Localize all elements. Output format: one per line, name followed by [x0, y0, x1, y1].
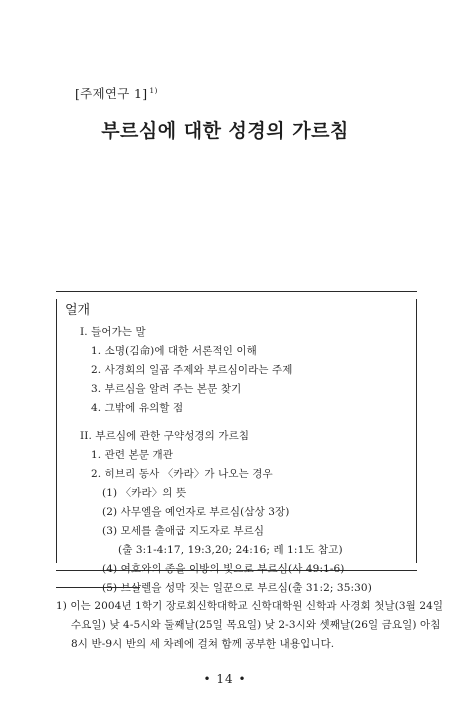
- outline-subitem: (3) 모세를 출애굽 지도자로 부르심: [102, 525, 265, 537]
- page-title: 부르심에 대한 성경의 가르침: [101, 120, 349, 142]
- outline-subitem: (1) 〈카라〉의 뜻: [102, 487, 187, 499]
- outline-item: 1. 관련 본문 개관: [91, 449, 173, 461]
- outline-item: 2. 사경회의 일곱 주제와 부르심이라는 주제: [91, 364, 293, 376]
- footnote-reference: 1): [149, 86, 158, 95]
- outline-subitem-continuation: (출 3:1-4:17, 19:3,20; 24:16; 레 1:1도 참고): [118, 544, 343, 556]
- outline-item: 1. 소명(김命)에 대한 서론적인 이해: [91, 345, 257, 357]
- outline-item: 2. 히브리 동사 〈카라〉가 나오는 경우: [91, 468, 273, 480]
- outline-subitem: (4) 여호와의 종을 이방의 빛으로 부르심(사 49:1-6): [102, 563, 345, 575]
- footnote-line: 8시 반-9시 반의 세 차례에 걸쳐 함께 공부한 내용입니다.: [71, 638, 335, 650]
- outline-section-heading: II. 부르심에 관한 구약성경의 가르침: [80, 430, 250, 442]
- outline-subitem: (2) 사무엘을 예언자로 부르심(삼상 3장): [102, 506, 290, 518]
- footnote-rule: [56, 587, 140, 588]
- outline-section-heading: I. 들어가는 말: [80, 326, 146, 338]
- outline-item: 4. 그밖에 유의할 점: [91, 402, 184, 414]
- series-label-text: [주제연구 1]: [75, 86, 148, 101]
- outline-heading: 얼개: [65, 303, 91, 318]
- series-label: [75, 84, 158, 102]
- footnote-line: 1) 이는 2004년 1학기 장로회신학대학교 신학대학원 신학과 사경회 첫날(3월 24일: [56, 600, 444, 612]
- footnote-line: 수요일) 낮 4-5시와 둘째날(25일 목요일) 낮 2-3시와 셋째날(26일 금요일) 아침: [71, 619, 441, 631]
- outline-item: 3. 부르심을 알려 주는 본문 찾기: [91, 383, 242, 395]
- page-number: • 14 •: [203, 672, 247, 686]
- outline-subitem: (5) 브살렐을 성막 짓는 일꾼으로 부르심(출 31:2; 35:30): [102, 582, 372, 594]
